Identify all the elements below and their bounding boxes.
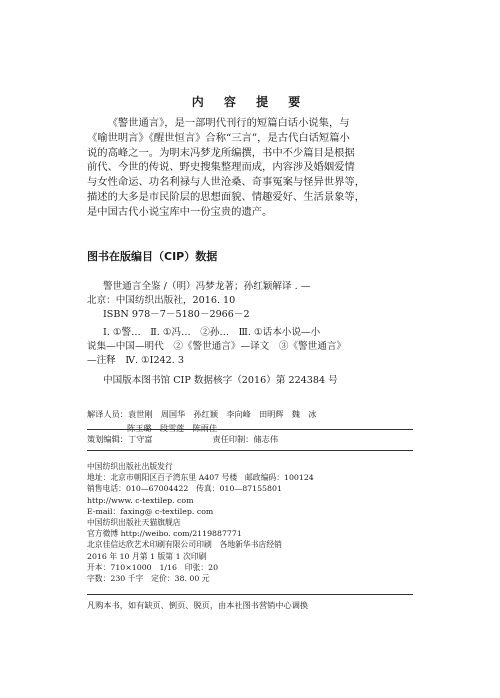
editors bbox=[87, 434, 278, 445]
cip-entry-publisher: 北京：中国纺织出版社，2016. 10 bbox=[87, 295, 236, 306]
publisher-line: 字数：230 千字 定价：38. 00 元 bbox=[87, 574, 210, 584]
translator-row: 解译人员：袁世刚 周国华 孙红颖 李向峰 田明辉 魏 冰 bbox=[87, 409, 317, 419]
summary-line: 说的高峰之一。为明末冯梦龙所编撰，书中不少篇目是根据 bbox=[87, 146, 355, 159]
publisher-line: E-mail：faxing@ c-textilep. com bbox=[87, 506, 214, 516]
publisher-info bbox=[87, 461, 314, 584]
cip-classification: —注释 Ⅳ. ①I242. 3 bbox=[87, 355, 184, 366]
summary-line: 前代、今世的传说、野史搜集整理而成，内容涉及婚姻爱情 bbox=[87, 161, 355, 174]
summary-line: 描述的大多是市民阶层的思想面貌、情趣爱好、生活景象等， bbox=[87, 190, 366, 203]
publisher-line: 官方微博 http://weibo. com/2119887771 bbox=[87, 529, 242, 539]
printing-supervisor: 责任印制：储志伟 bbox=[212, 434, 279, 444]
cip-classification: 说集—中国—明代 ②《警世通言》—译文 ③《警世通言》 bbox=[87, 341, 347, 352]
cip-core-data: 中国版本图书馆 CIP 数据核字（2016）第 224384 号 bbox=[103, 375, 338, 386]
cip-classification: Ⅰ. ①警… Ⅱ. ①冯… ②孙… Ⅲ. ①话本小说—小 bbox=[103, 327, 321, 338]
replacement-notice: 凡购本书，如有缺页、倒页、脱页，由本社图书营销中心调换 bbox=[87, 600, 309, 610]
summary-line: 与女性命运、功名利禄与人世沧桑、奇事冤案与怪异世界等， bbox=[87, 176, 366, 189]
planning-editor: 策划编辑：丁守富 bbox=[87, 434, 153, 444]
translator-row: 陈玉璐 段雪莲 陈雨佳 bbox=[127, 423, 218, 433]
summary-title: 内 容 提 要 bbox=[191, 95, 309, 109]
cip-title: 图书在版编目（CIP）数据 bbox=[87, 250, 218, 263]
divider bbox=[87, 450, 413, 451]
publisher-line: http://www. c-textilep. com bbox=[87, 495, 194, 505]
publisher-line: 2016 年 10 月第 1 版第 1 次印刷 bbox=[87, 551, 207, 561]
publisher-line: 北京佳信达欣艺术印刷有限公司印刷 各地新华书店经销 bbox=[87, 540, 282, 550]
summary-line: 《喻世明言》《醒世恒言》合称“三言”，是古代白话短篇小 bbox=[87, 131, 350, 144]
divider bbox=[87, 429, 413, 430]
translator-list bbox=[87, 407, 316, 435]
publisher-line: 地址：北京市朝阳区百子湾东里 A407 号楼 邮政编码：100124 bbox=[87, 473, 314, 483]
publisher-line: 销售电话：010—67004422 传真：010—87155801 bbox=[87, 484, 282, 494]
summary-body bbox=[87, 116, 415, 220]
publisher-line: 中国纺织出版社天猫旗舰店 bbox=[87, 518, 181, 528]
divider bbox=[87, 594, 413, 595]
publisher-line: 开本：710×1000 1/16 印张：20 bbox=[87, 562, 219, 572]
publisher-line: 中国纺织出版社出版发行 bbox=[87, 462, 173, 471]
cip-entry-title: 警世通言全鉴 /（明）冯梦龙著；孙红颖解译 . — bbox=[103, 281, 311, 292]
cip-isbn: ISBN 978－7－5180－2966－2 bbox=[103, 309, 250, 320]
summary-line: 是中国古代小说宝库中一份宝贵的遗产。 bbox=[87, 205, 273, 218]
summary-line: 《警世通言》，是一部明代刊行的短篇白话小说集，与 bbox=[107, 117, 350, 129]
